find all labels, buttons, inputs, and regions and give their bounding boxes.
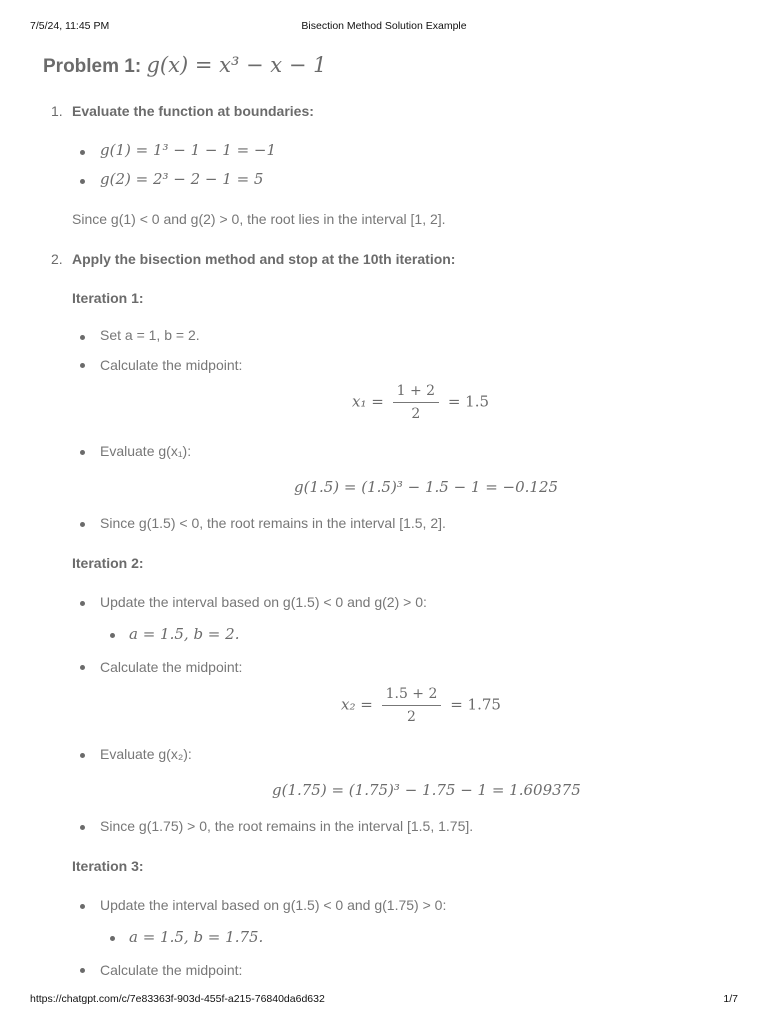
iter1-midpoint-equation <box>352 383 489 422</box>
print-datetime: 7/5/24, 11:45 PM <box>30 20 110 32</box>
iter2-eval-equation: g(1.75) = (1.75)³ − 1.75 − 1 = 1.609375 <box>272 781 581 799</box>
iter1-heading: Iteration 1: <box>72 290 144 306</box>
iter2-midpoint-equation <box>341 686 501 725</box>
bullet <box>80 665 85 670</box>
iter2-calc: Calculate the midpoint: <box>100 659 243 675</box>
iter2-eval: Evaluate g(x₂): <box>100 746 192 762</box>
iter1-mid-rhs: = 1.5 <box>447 392 490 411</box>
problem-title <box>43 53 326 78</box>
bullet <box>80 753 85 758</box>
iter1-since: Since g(1.5) < 0, the root remains in the interval [1.5, 2]. <box>100 515 446 531</box>
iter3-update: Update the interval based on g(1.5) < 0 and g(1.75) > 0: <box>100 897 447 913</box>
bullet <box>80 335 85 340</box>
iter2-mid-rhs: = 1.75 <box>450 695 501 714</box>
bullet <box>110 633 115 638</box>
bullet <box>80 450 85 455</box>
bullet <box>80 363 85 368</box>
bullet <box>80 601 85 606</box>
bullet <box>80 179 85 184</box>
iter3-sub: a = 1.5, b = 1.75. <box>129 928 264 946</box>
step1-number: 1. <box>51 103 63 119</box>
iter3-calc: Calculate the midpoint: <box>100 962 243 978</box>
bullet <box>80 522 85 527</box>
step2-number: 2. <box>51 251 63 267</box>
step1-item1: g(1) = 1³ − 1 − 1 = −1 <box>100 141 277 159</box>
print-url: https://chatgpt.com/c/7e83363f-903d-455f-a215-76840da6d632 <box>30 993 325 1005</box>
iter1-frac-den: 2 <box>411 406 421 422</box>
step1-item2: g(2) = 2³ − 2 − 1 = 5 <box>100 170 264 188</box>
print-page-title: Bisection Method Solution Example <box>301 20 467 32</box>
bullet <box>110 936 115 941</box>
iter2-frac-den: 2 <box>407 709 416 725</box>
step1-since: Since g(1) < 0 and g(2) > 0, the root lies in the interval [1, 2]. <box>72 211 446 227</box>
problem-label: Problem 1: <box>43 56 142 77</box>
iter2-update: Update the interval based on g(1.5) < 0 and g(2) > 0: <box>100 594 427 610</box>
iter2-heading: Iteration 2: <box>72 555 144 571</box>
iter2-since: Since g(1.75) > 0, the root remains in the interval [1.5, 1.75]. <box>100 818 474 834</box>
iter2-frac-num: 1.5 + 2 <box>382 686 442 706</box>
print-page-number: 1/7 <box>723 993 738 1005</box>
problem-formula: g(x) = x³ − x − 1 <box>146 53 327 77</box>
iter1-fraction <box>393 383 439 422</box>
step2-heading: Apply the bisection method and stop at the 10th iteration: <box>72 251 456 267</box>
iter1-eval: Evaluate g(x₁): <box>100 443 192 459</box>
iter1-frac-num: 1 + 2 <box>393 383 439 403</box>
iter2-sub: a = 1.5, b = 2. <box>129 625 240 643</box>
iter1-set: Set a = 1, b = 2. <box>100 327 200 343</box>
iter1-calc: Calculate the midpoint: <box>100 357 243 373</box>
bullet <box>80 150 85 155</box>
iter1-eval-equation: g(1.5) = (1.5)³ − 1.5 − 1 = −0.125 <box>294 478 559 496</box>
bullet <box>80 904 85 909</box>
iter2-mid-lhs: x₂ = <box>341 695 373 714</box>
iter3-heading: Iteration 3: <box>72 858 144 874</box>
iter2-fraction <box>382 686 442 725</box>
bullet <box>80 968 85 973</box>
iter1-mid-lhs: x₁ = <box>352 392 384 411</box>
bullet <box>80 825 85 830</box>
step1-heading: Evaluate the function at boundaries: <box>72 103 314 119</box>
